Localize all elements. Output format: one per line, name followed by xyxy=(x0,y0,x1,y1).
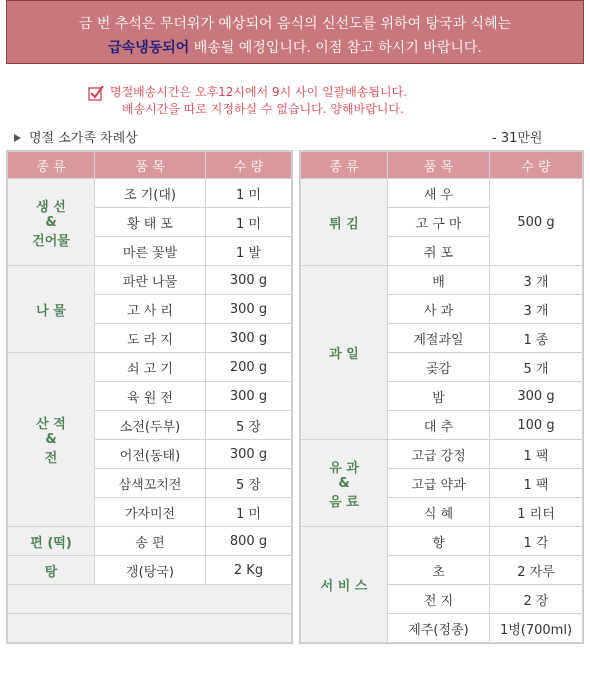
table-row xyxy=(8,266,292,295)
quantity-cell: 300 g xyxy=(206,295,292,324)
table-row xyxy=(8,527,292,556)
empty-row xyxy=(8,614,292,643)
table-header-row xyxy=(8,152,292,179)
quantity-cell: 500 g xyxy=(490,179,583,266)
quantity-cell: 1 리터 xyxy=(490,498,583,527)
quantity-cell: 1 발 xyxy=(206,237,292,266)
quantity-cell: 2 자루 xyxy=(490,556,583,585)
triangle-bullet-icon xyxy=(14,134,21,142)
item-name-cell: 도 라 지 xyxy=(95,324,206,353)
quantity-cell: 1 팩 xyxy=(490,440,583,469)
item-name-cell: 삼색꼬치전 xyxy=(95,469,206,498)
right-menu-table xyxy=(299,150,584,644)
quantity-cell: 3 개 xyxy=(490,295,583,324)
column-header: 품 목 xyxy=(388,152,490,179)
quantity-cell: 100 g xyxy=(490,411,583,440)
quantity-cell: 300 g xyxy=(206,440,292,469)
item-name-cell: 대 추 xyxy=(388,411,490,440)
column-header: 종 류 xyxy=(301,152,388,179)
item-name-cell: 쥐 포 xyxy=(388,237,490,266)
item-name-cell: 향 xyxy=(388,527,490,556)
item-name-cell: 초 xyxy=(388,556,490,585)
item-name-cell: 전 지 xyxy=(388,585,490,614)
quantity-cell: 1 미 xyxy=(206,498,292,527)
set-title xyxy=(14,127,138,146)
notice-highlight: 급속냉동되어 xyxy=(108,40,190,56)
category-cell: 편 (떡) xyxy=(8,527,95,556)
quantity-cell: 300 g xyxy=(490,382,583,411)
quantity-cell: 5 장 xyxy=(206,469,292,498)
column-header: 수 량 xyxy=(206,152,292,179)
item-name-cell: 고급 강정 xyxy=(388,440,490,469)
empty-cell xyxy=(8,585,292,614)
left-table xyxy=(7,151,292,643)
quantity-cell: 300 g xyxy=(206,324,292,353)
quantity-cell: 1 미 xyxy=(206,179,292,208)
item-name-cell: 가자미전 xyxy=(95,498,206,527)
quantity-cell: 1 각 xyxy=(490,527,583,556)
notice-line-2 xyxy=(7,37,583,57)
item-name-cell: 식 혜 xyxy=(388,498,490,527)
item-name-cell: 고 사 리 xyxy=(95,295,206,324)
table-row xyxy=(301,179,583,208)
item-name-cell: 송 편 xyxy=(95,527,206,556)
quantity-cell: 1 종 xyxy=(490,324,583,353)
table-row xyxy=(301,527,583,556)
item-name-cell: 밤 xyxy=(388,382,490,411)
notice-banner xyxy=(6,0,584,64)
quantity-cell: 300 g xyxy=(206,382,292,411)
item-name-cell: 육 원 전 xyxy=(95,382,206,411)
quantity-cell: 5 장 xyxy=(206,411,292,440)
table-row xyxy=(8,556,292,585)
item-name-cell: 어전(동태) xyxy=(95,440,206,469)
right-table xyxy=(300,151,583,643)
item-name-cell: 고급 약과 xyxy=(388,469,490,498)
column-header: 품 목 xyxy=(95,152,206,179)
item-name-cell: 새 우 xyxy=(388,179,490,208)
item-name-cell: 계절과일 xyxy=(388,324,490,353)
quantity-cell: 1 미 xyxy=(206,208,292,237)
column-header: 수 량 xyxy=(490,152,583,179)
empty-row xyxy=(8,585,292,614)
item-name-cell: 조 기(대) xyxy=(95,179,206,208)
quantity-cell: 1 팩 xyxy=(490,469,583,498)
delivery-line-2: 배송시간을 따로 지정하실 수 없습니다. 양해바랍니다. xyxy=(122,102,404,116)
table-row xyxy=(8,353,292,382)
item-name-cell: 제주(정종) xyxy=(388,614,490,643)
quantity-cell: 200 g xyxy=(206,353,292,382)
set-name: 명절 소가족 차례상 xyxy=(29,131,138,146)
notice-line-2-rest: 배송될 예정입니다. 이점 참고 하시기 바랍니다. xyxy=(189,40,482,56)
quantity-cell: 1병(700ml) xyxy=(490,614,583,643)
item-name-cell: 파란 나물 xyxy=(95,266,206,295)
item-name-cell: 소전(두부) xyxy=(95,411,206,440)
item-name-cell: 갱(탕국) xyxy=(95,556,206,585)
category-cell: 유 과 & 음 료 xyxy=(301,440,388,527)
category-cell: 산 적 & 전 xyxy=(8,353,95,527)
quantity-cell: 2 Kg xyxy=(206,556,292,585)
column-header: 종 류 xyxy=(8,152,95,179)
item-name-cell: 배 xyxy=(388,266,490,295)
table-row xyxy=(301,440,583,469)
quantity-cell: 300 g xyxy=(206,266,292,295)
notice-line-1: 금 번 추석은 무더위가 예상되어 음식의 신선도를 위하여 탕국과 식혜는 xyxy=(78,16,512,32)
item-name-cell: 고 구 마 xyxy=(388,208,490,237)
category-cell: 생 선 & 건어물 xyxy=(8,179,95,266)
delivery-line-1: 명절배송시간은 오후12시에서 9시 사이 일괄배송됩니다. xyxy=(110,85,408,99)
item-name-cell: 쇠 고 기 xyxy=(95,353,206,382)
quantity-cell: 800 g xyxy=(206,527,292,556)
category-cell: 서 비 스 xyxy=(301,527,388,643)
item-name-cell: 사 과 xyxy=(388,295,490,324)
item-name-cell: 마른 꽃발 xyxy=(95,237,206,266)
category-cell: 튀 김 xyxy=(301,179,388,266)
quantity-cell: 5 개 xyxy=(490,353,583,382)
set-price: - 31만원 xyxy=(492,131,543,146)
empty-cell xyxy=(8,614,292,643)
category-cell: 탕 xyxy=(8,556,95,585)
table-row xyxy=(8,179,292,208)
table-row xyxy=(301,266,583,295)
checkbox-checked-icon xyxy=(88,85,104,101)
quantity-cell: 2 장 xyxy=(490,585,583,614)
category-cell: 나 물 xyxy=(8,266,95,353)
item-name-cell: 곶감 xyxy=(388,353,490,382)
category-cell: 과 일 xyxy=(301,266,388,440)
item-name-cell: 황 태 포 xyxy=(95,208,206,237)
quantity-cell: 3 개 xyxy=(490,266,583,295)
left-menu-table xyxy=(6,150,293,644)
table-header-row xyxy=(301,152,583,179)
